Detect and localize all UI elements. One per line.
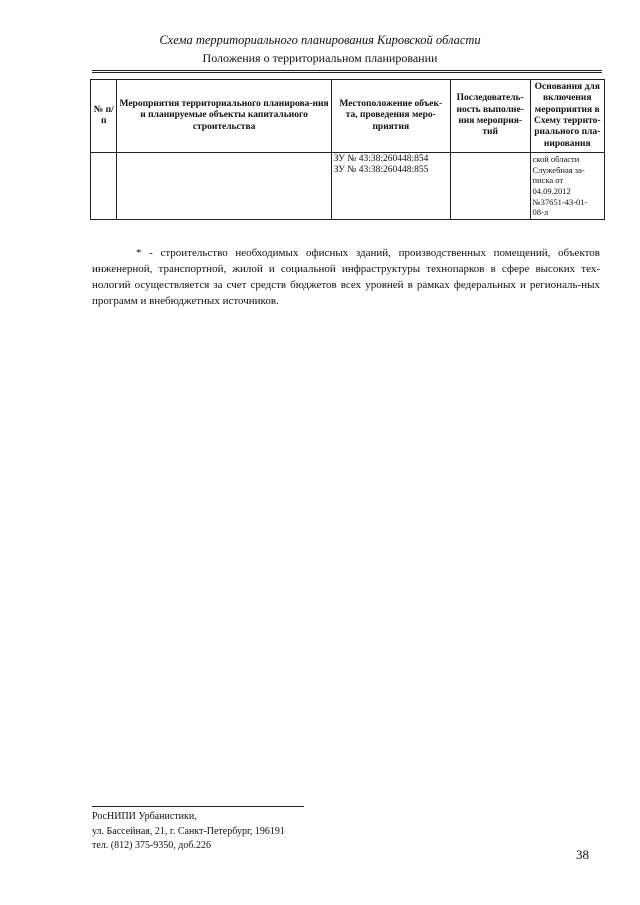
footnote: * - строительство необходимых офисных зданий, производственных помещений, объектов инженерной, транспортной, жилой и социальной инфраструктуры технопарков в сфере высоких тех-нологий осуществляется за счет средств бюджетов всех уровней в рамках федеральных и региональ-ных программ и внебюджетных источников.	[92, 247, 600, 307]
planning-table	[90, 79, 605, 220]
page-number: 38	[576, 847, 589, 862]
basis-line: №37651-43-01-	[532, 196, 588, 207]
footer-org: РосНИПИ Урбанистики,	[92, 811, 197, 822]
location-line: ЗУ № 43:38:260448:855	[333, 165, 429, 176]
column-header-basis: Основания для включения мероприятия в Схему террито-риального пла-нирования	[530, 80, 605, 153]
column-header-measures: Мероприятия территориального планирова-ния и планируемые объекты капитального строительства	[117, 80, 331, 153]
location-line: ЗУ № 43:38:260448:854	[333, 154, 429, 164]
cell-sequence	[450, 153, 530, 220]
cell-basis	[530, 153, 605, 220]
cell-location	[331, 153, 450, 220]
document-subtitle: Положения о территориальном планировании	[202, 51, 438, 65]
footer-divider	[92, 806, 304, 807]
column-header-number: № п/п	[91, 80, 117, 153]
column-header-sequence: Последователь-ность выполне-ния мероприя-тий	[450, 80, 530, 153]
table-row	[91, 153, 605, 220]
basis-line: Служебная за-	[532, 164, 585, 175]
header-divider	[92, 70, 602, 73]
basis-line: 08-л	[532, 207, 549, 218]
basis-line: ской области	[532, 154, 580, 164]
document-title: Схема территориального планирования Кировской области	[159, 33, 481, 47]
cell-measure	[117, 153, 331, 220]
table-header-row	[91, 80, 605, 153]
footer-info	[92, 810, 285, 854]
basis-line: писка от	[532, 175, 564, 186]
column-header-location: Местоположение объек-та, проведения меро-приятия	[331, 80, 450, 153]
basis-line: 04.09.2012	[532, 185, 571, 196]
footer-phone: тел. (812) 375-9350, доб.226	[92, 840, 211, 851]
footer-address: ул. Бассейная, 21, г. Санкт-Петербург, 196191	[92, 825, 285, 837]
cell-number	[91, 153, 117, 220]
